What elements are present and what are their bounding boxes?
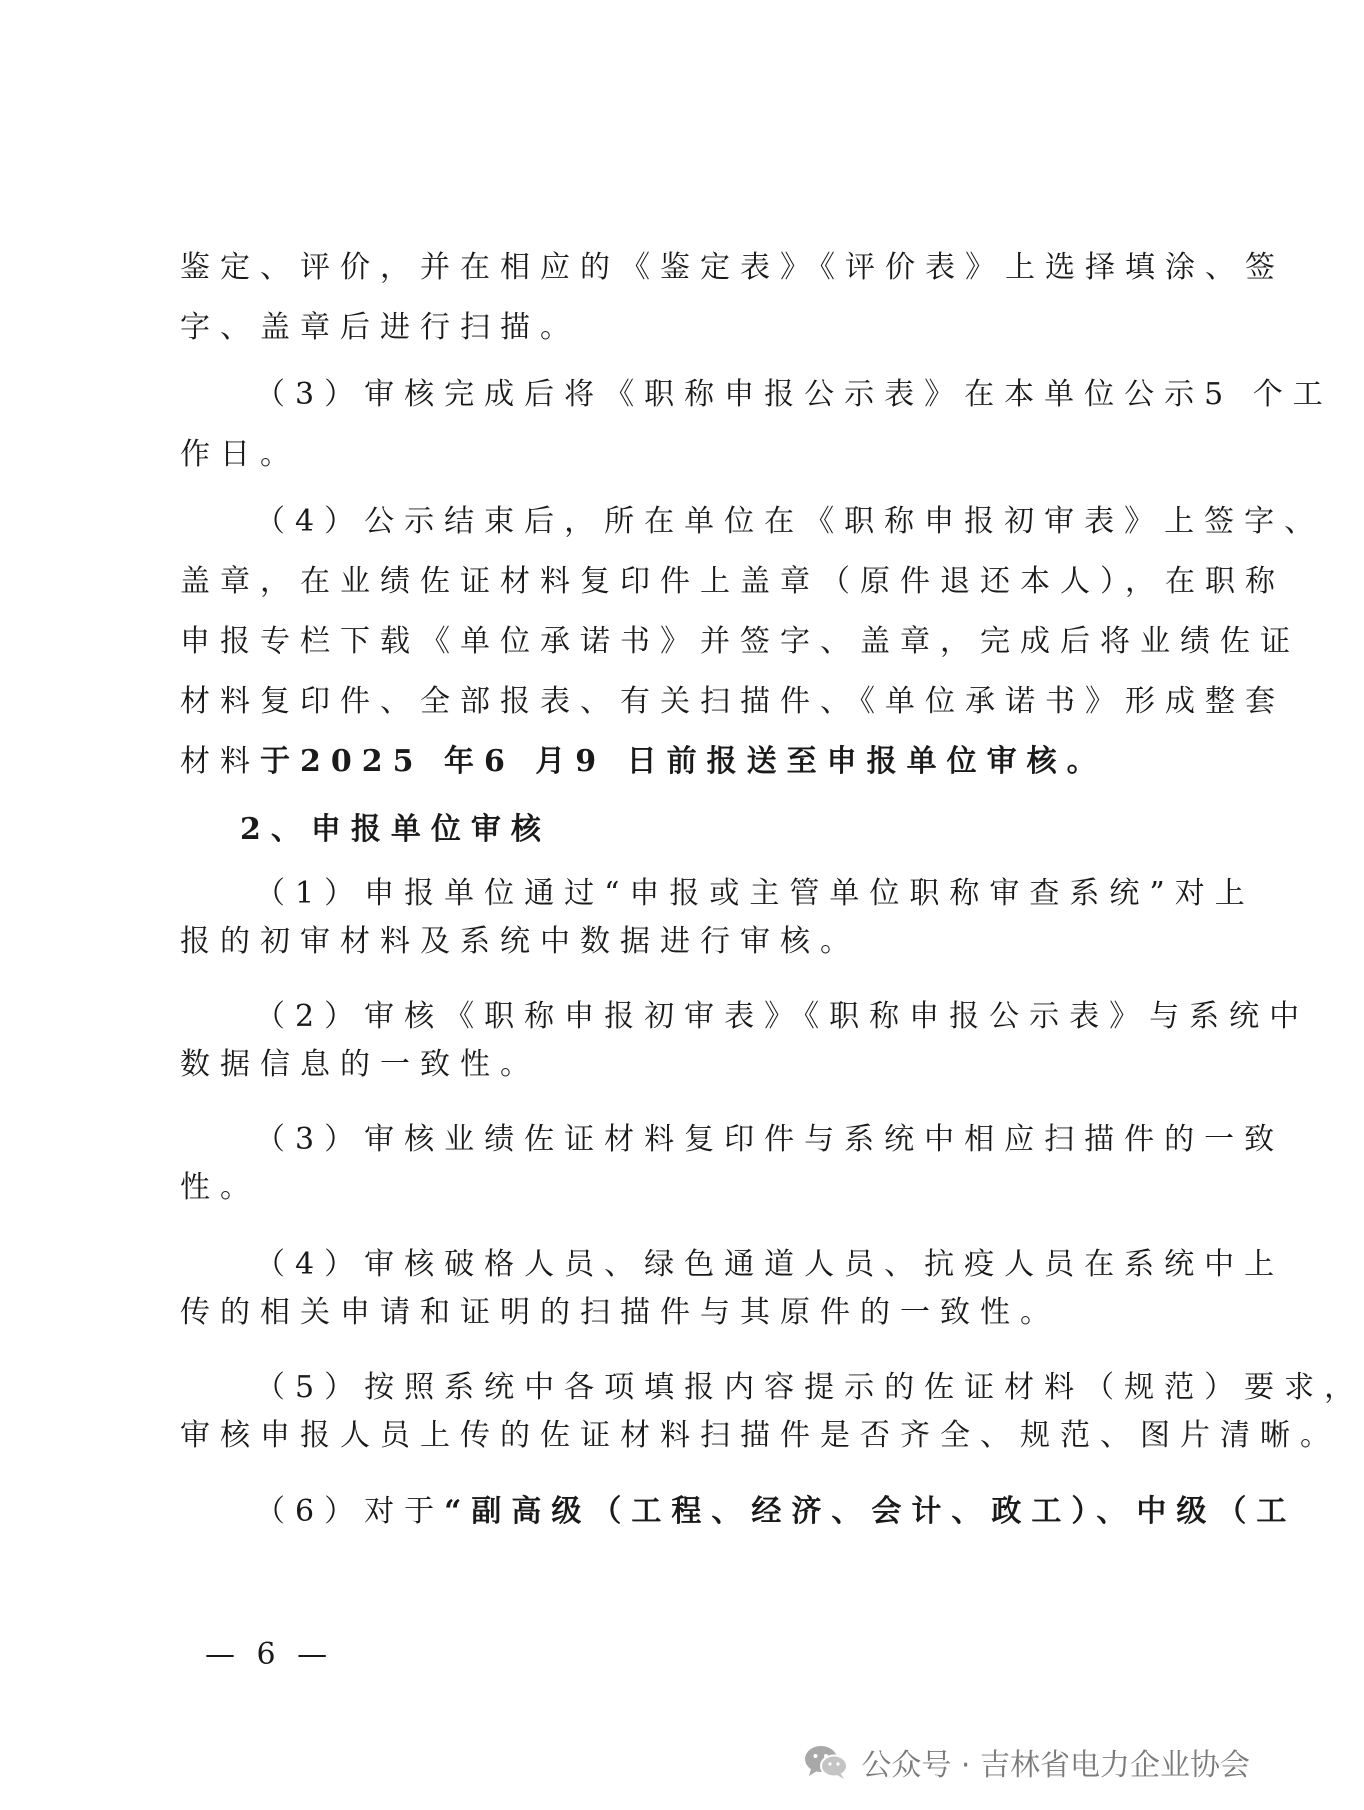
text-line: （2）审核《职称申报初审表》《职称申报公示表》与系统中 bbox=[255, 999, 1310, 1034]
deadline-bold-text: 于2025 年6 月9 日前报送至申报单位审核。 bbox=[260, 744, 1107, 779]
text-line: 性。 bbox=[180, 1170, 260, 1205]
text-line: 申报专栏下载《单位承诺书》并签字、盖章，完成后将业绩佐证 bbox=[180, 624, 1300, 659]
text-line: （4）公示结束后，所在单位在《职称申报初审表》上签字、 bbox=[255, 504, 1325, 539]
text-line: （4）审核破格人员、绿色通道人员、抗疫人员在系统中上 bbox=[255, 1247, 1285, 1282]
text-line: （5）按照系统中各项填报内容提示的佐证材料（规范）要求， bbox=[255, 1370, 1364, 1405]
text-line: （3）审核完成后将《职称申报公示表》在本单位公示5 个工 bbox=[255, 377, 1333, 412]
text-line: （1）申报单位通过“申报或主管单位职称审查系统”对上 bbox=[255, 876, 1255, 911]
text-line: 盖章，在业绩佐证材料复印件上盖章（原件退还本人），在职称 bbox=[180, 564, 1285, 599]
watermark-text: 公众号 · 吉林省电力企业协会 bbox=[861, 1748, 1250, 1783]
text-run: 材料 bbox=[180, 744, 260, 779]
text-line: 报的初审材料及系统中数据进行审核。 bbox=[180, 924, 860, 959]
section-heading: 2、申报单位审核 bbox=[240, 812, 551, 847]
text-line: 数据信息的一致性。 bbox=[180, 1047, 540, 1082]
page-number: — 6 — bbox=[205, 1637, 334, 1672]
text-line-mixed bbox=[255, 1492, 1297, 1532]
text-line: （3）审核业绩佐证材料复印件与系统中相应扫描件的一致 bbox=[255, 1122, 1285, 1157]
text-line: 材料复印件、全部报表、有关扫描件、《单位承诺书》形成整套 bbox=[180, 684, 1285, 719]
watermark bbox=[803, 1737, 1250, 1787]
text-line: 传的相关申请和证明的扫描件与其原件的一致性。 bbox=[180, 1295, 1060, 1330]
text-line: 字、盖章后进行扫描。 bbox=[180, 310, 580, 345]
text-line: 审核申报人员上传的佐证材料扫描件是否齐全、规范、图片清晰。 bbox=[180, 1418, 1340, 1453]
text-line: 作日。 bbox=[180, 437, 300, 472]
bold-text-run: “副高级（工程、经济、会计、政工）、中级（工 bbox=[444, 1494, 1297, 1529]
text-run: （6）对于 bbox=[255, 1494, 445, 1529]
wechat-icon bbox=[803, 1743, 849, 1781]
text-line: 鉴定、评价，并在相应的《鉴定表》《评价表》上选择填涂、签 bbox=[180, 250, 1285, 285]
text-line-mixed bbox=[180, 742, 1120, 782]
